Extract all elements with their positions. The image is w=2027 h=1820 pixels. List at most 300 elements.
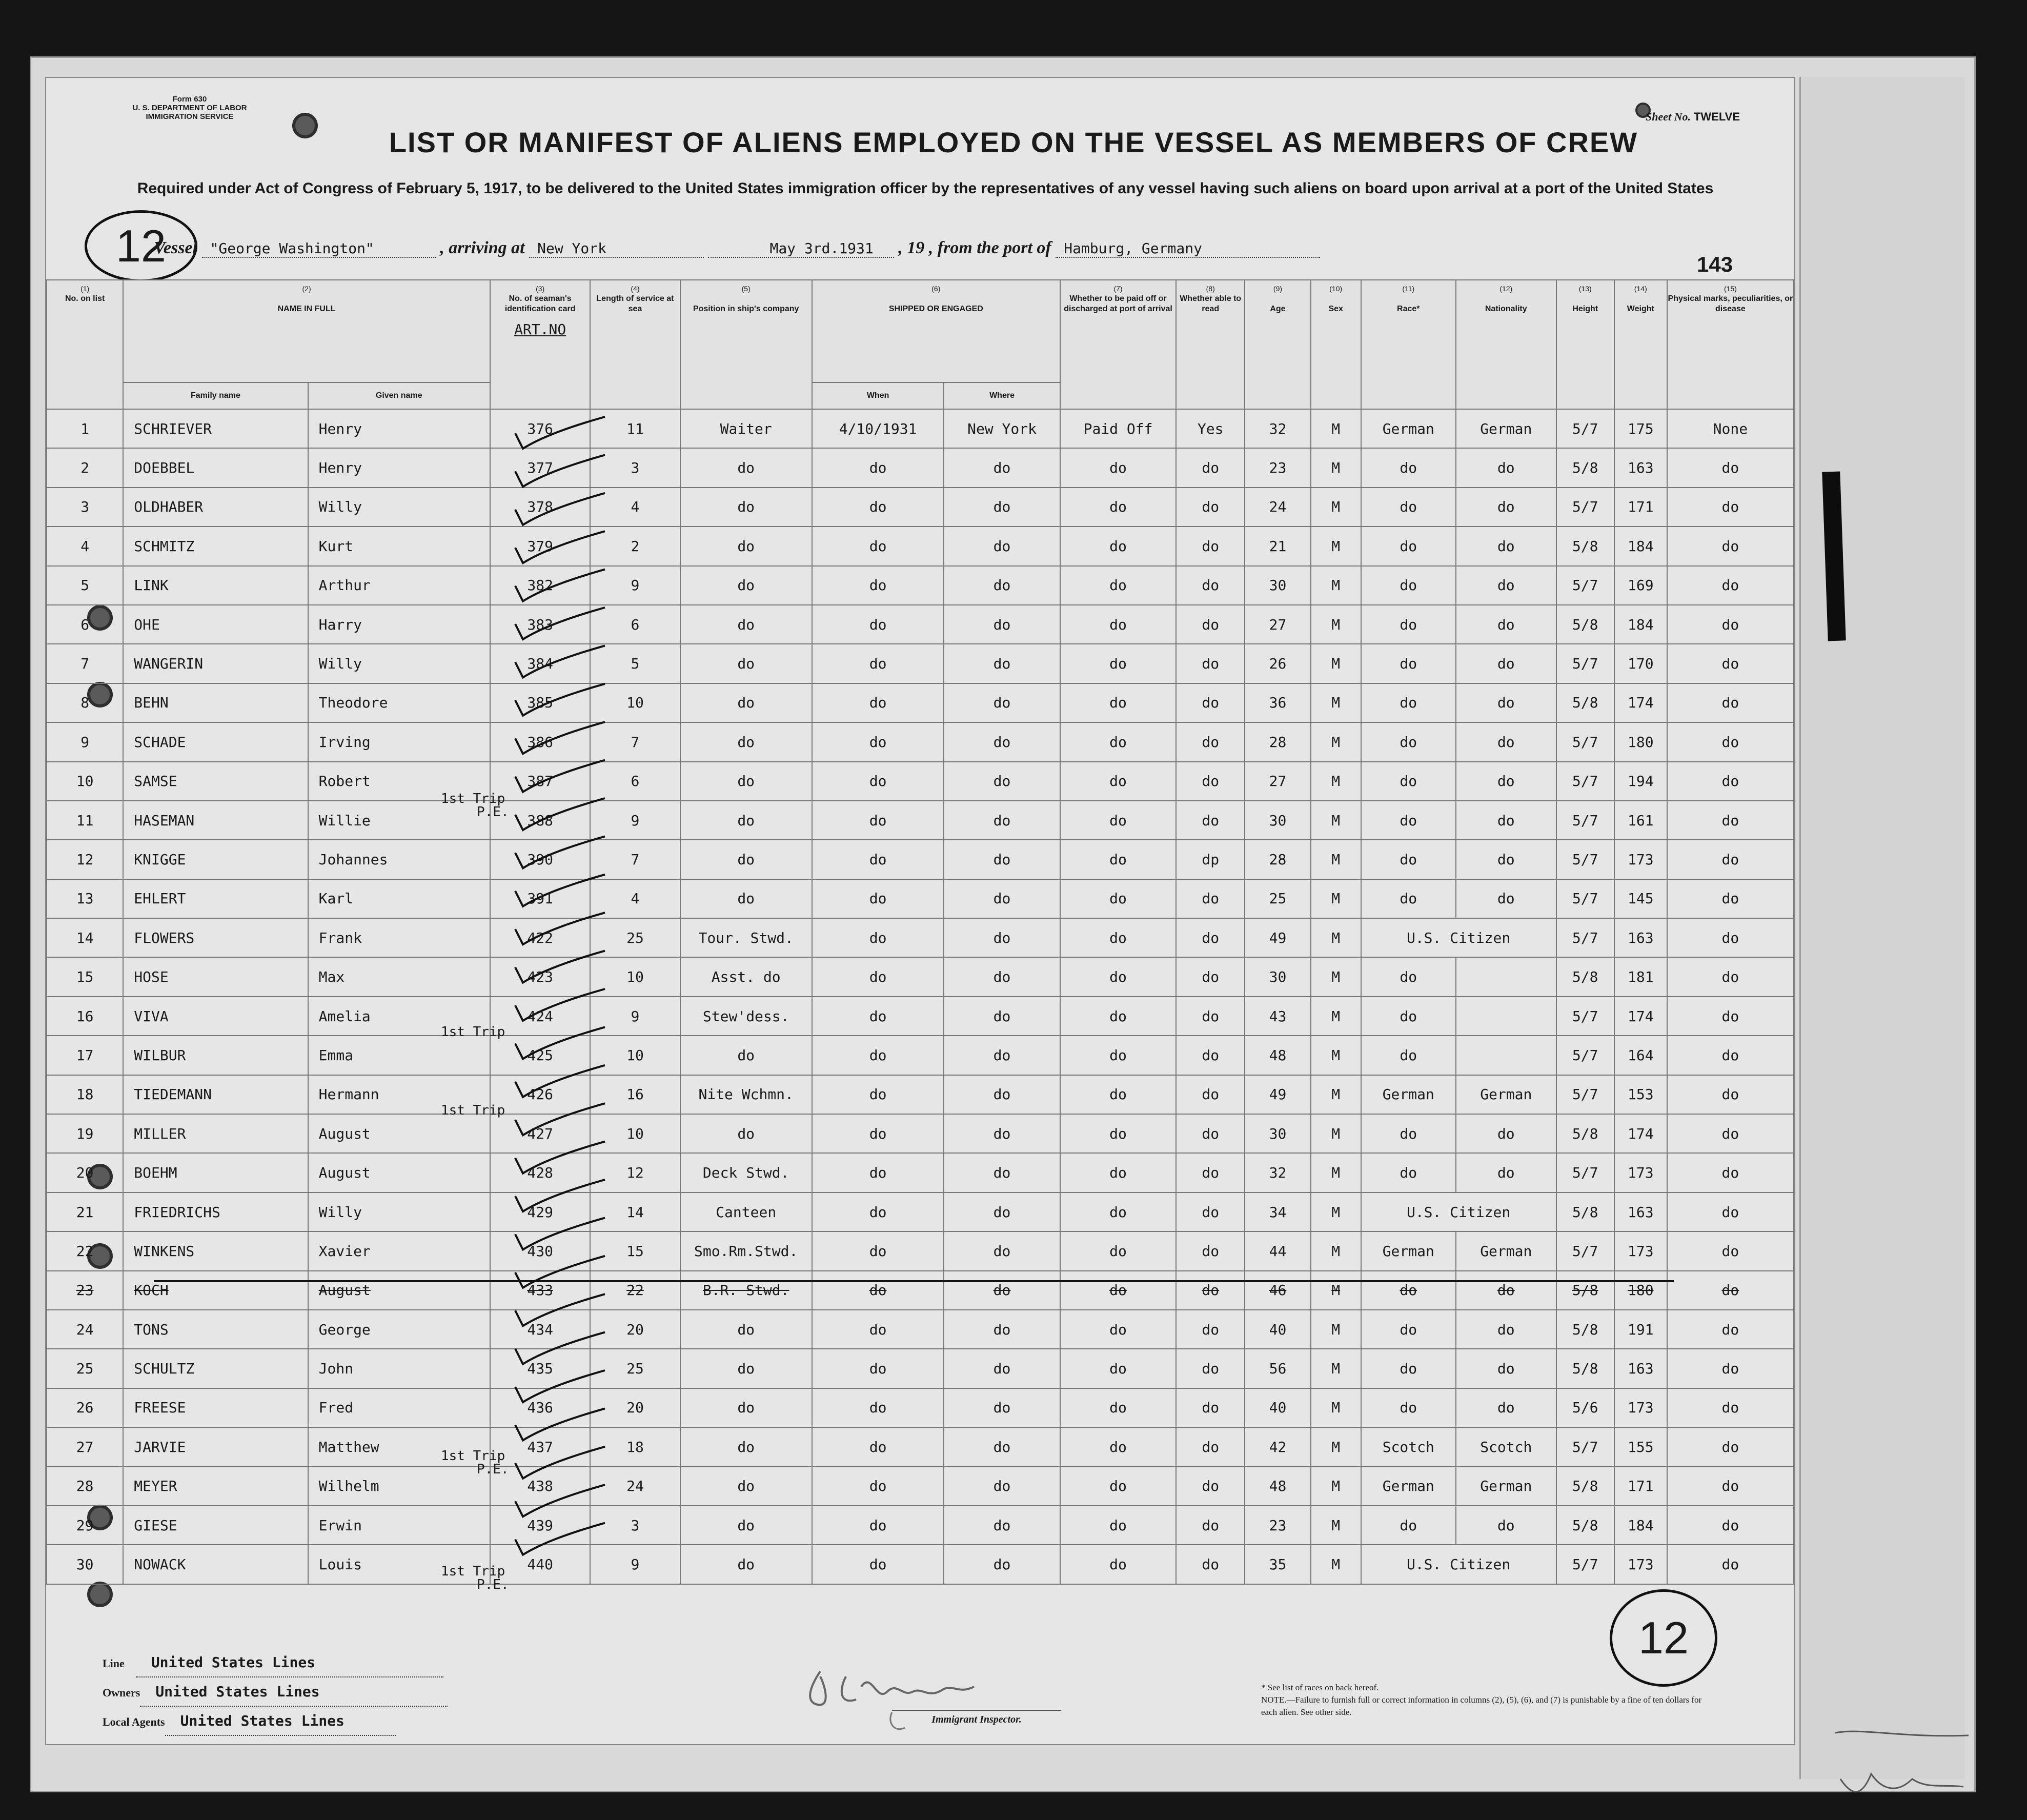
- cell-paid: do: [1060, 683, 1177, 722]
- cell-given: Irving: [308, 722, 490, 761]
- cell-marks: do: [1667, 683, 1794, 722]
- cell-service: 5: [590, 644, 680, 683]
- cell-age: 25: [1245, 879, 1311, 918]
- cell-family: VIVA: [123, 997, 308, 1036]
- cell-where: do: [944, 1271, 1060, 1310]
- cell-marks: do: [1667, 1388, 1794, 1427]
- trip-note-label: 1st Trip: [441, 1564, 505, 1579]
- cell-no: 16: [47, 997, 123, 1036]
- cell-nationality: German: [1456, 1075, 1556, 1114]
- cell-family: BEHN: [123, 683, 308, 722]
- cell-service: 16: [590, 1075, 680, 1114]
- cell-height: 5/8: [1556, 1349, 1614, 1388]
- cell-when: do: [812, 1310, 944, 1349]
- cell-sex: M: [1311, 762, 1361, 801]
- cell-age: 30: [1245, 1114, 1311, 1153]
- cell-when: do: [812, 1231, 944, 1270]
- check-mark: [515, 989, 605, 1021]
- cell-where: do: [944, 957, 1060, 996]
- cell-nationality: do: [1456, 879, 1556, 918]
- cell-marks: do: [1667, 1310, 1794, 1349]
- column-number: (6): [931, 285, 941, 293]
- cell-marks: do: [1667, 527, 1794, 565]
- cell-nationality: German: [1456, 1231, 1556, 1270]
- cell-given: Johannes: [308, 840, 490, 879]
- column-number: (11): [1402, 285, 1415, 293]
- cell-where: do: [944, 566, 1060, 605]
- cell-family: WILBUR: [123, 1036, 308, 1075]
- cell-paid: do: [1060, 1036, 1177, 1075]
- cell-position: do: [680, 566, 812, 605]
- cell-age: 36: [1245, 683, 1311, 722]
- cell-height: 5/7: [1556, 1545, 1614, 1584]
- cell-card: 379: [490, 527, 591, 565]
- cell-given: Karl: [308, 879, 490, 918]
- cell-sex: M: [1311, 566, 1361, 605]
- cell-family: OHE: [123, 605, 308, 644]
- column-number: (7): [1113, 285, 1123, 293]
- cell-paid: do: [1060, 997, 1177, 1036]
- cell-given: August: [308, 1153, 490, 1192]
- cell-given: Willy: [308, 644, 490, 683]
- cell-family: GIESE: [123, 1506, 308, 1545]
- cell-marks: do: [1667, 879, 1794, 918]
- footnote: [1261, 1682, 1707, 1718]
- cell-card: 385: [490, 683, 591, 722]
- cell-age: 27: [1245, 762, 1311, 801]
- column-label: Height: [1572, 305, 1598, 313]
- cell-when: do: [812, 1192, 944, 1231]
- check-mark: [515, 760, 605, 792]
- column-number: (15): [1724, 285, 1737, 293]
- cell-weight: 181: [1614, 957, 1667, 996]
- cell-service: 10: [590, 957, 680, 996]
- footnote-fine: NOTE.—Failure to furnish full or correct information in columns (2), (5), (6), and (7) is punishable by a fine of ten dollars for each alien. See other side.: [1261, 1695, 1702, 1717]
- cell-given: John: [308, 1349, 490, 1388]
- cell-sex: M: [1311, 1192, 1361, 1231]
- year-label: , 19: [898, 238, 925, 257]
- cell-height: 5/7: [1556, 997, 1614, 1036]
- cell-card: 434: [490, 1310, 591, 1349]
- cell-race: U.S. Citizen: [1361, 918, 1556, 957]
- cell-race: U.S. Citizen: [1361, 1545, 1556, 1584]
- cell-service: 14: [590, 1192, 680, 1231]
- column-label: Whether able to read: [1180, 294, 1242, 313]
- cell-family: TIEDEMANN: [123, 1075, 308, 1114]
- cell-where: do: [944, 1388, 1060, 1427]
- cell-paid: do: [1060, 488, 1177, 527]
- cell-weight: 184: [1614, 527, 1667, 565]
- cell-given: Kurt: [308, 527, 490, 565]
- cell-marks: do: [1667, 1271, 1794, 1310]
- cell-position: Stew'dess.: [680, 997, 812, 1036]
- check-mark: [515, 836, 605, 868]
- cell-race: do: [1361, 1271, 1456, 1310]
- cell-nationality: do: [1456, 1388, 1556, 1427]
- cell-race: do: [1361, 1506, 1456, 1545]
- cell-given: Henry: [308, 448, 490, 487]
- cell-age: 32: [1245, 1153, 1311, 1192]
- cell-position: Tour. Stwd.: [680, 918, 812, 957]
- cell-marks: do: [1667, 957, 1794, 996]
- cell-race: U.S. Citizen: [1361, 1192, 1556, 1231]
- cell-service: 6: [590, 605, 680, 644]
- cell-when: do: [812, 1036, 944, 1075]
- cell-paid: do: [1060, 1271, 1177, 1310]
- cell-when: do: [812, 1075, 944, 1114]
- cell-sex: M: [1311, 1036, 1361, 1075]
- cell-service: 18: [590, 1427, 680, 1466]
- cell-sex: M: [1311, 1075, 1361, 1114]
- cell-when: do: [812, 644, 944, 683]
- cell-when: do: [812, 997, 944, 1036]
- cell-no: 19: [47, 1114, 123, 1153]
- cell-where: do: [944, 683, 1060, 722]
- cell-read: do: [1176, 1036, 1245, 1075]
- cell-family: FLOWERS: [123, 918, 308, 957]
- cell-age: 21: [1245, 527, 1311, 565]
- cell-when: do: [812, 722, 944, 761]
- cell-height: 5/7: [1556, 879, 1614, 918]
- cell-position: do: [680, 1506, 812, 1545]
- cell-race: do: [1361, 957, 1456, 996]
- cell-where: do: [944, 1036, 1060, 1075]
- cell-sex: M: [1311, 1271, 1361, 1310]
- check-mark: [515, 1447, 605, 1479]
- cell-family: SAMSE: [123, 762, 308, 801]
- cell-given: Willie: [308, 801, 490, 840]
- cell-weight: 169: [1614, 566, 1667, 605]
- cell-position: do: [680, 1036, 812, 1075]
- cell-age: 24: [1245, 488, 1311, 527]
- cell-nationality: do: [1456, 1153, 1556, 1192]
- cell-where: New York: [944, 409, 1060, 448]
- cell-when: do: [812, 957, 944, 996]
- cell-service: 11: [590, 409, 680, 448]
- cell-card: 384: [490, 644, 591, 683]
- cell-weight: 173: [1614, 1231, 1667, 1270]
- column-number: (14): [1634, 285, 1647, 293]
- cell-given: Erwin: [308, 1506, 490, 1545]
- cell-nationality: do: [1456, 1271, 1556, 1310]
- cell-height: 5/7: [1556, 566, 1614, 605]
- department-name: U. S. DEPARTMENT OF LABOR: [132, 104, 247, 112]
- cell-paid: do: [1060, 1506, 1177, 1545]
- footer-fields: [103, 1648, 448, 1736]
- cell-height: 5/7: [1556, 918, 1614, 957]
- cell-position: do: [680, 1310, 812, 1349]
- cell-read: Yes: [1176, 409, 1245, 448]
- cell-where: do: [944, 1310, 1060, 1349]
- from-port-label: , from the port of: [928, 238, 1051, 257]
- cell-read: do: [1176, 997, 1245, 1036]
- cell-sex: M: [1311, 488, 1361, 527]
- cell-weight: 175: [1614, 409, 1667, 448]
- cell-given: Max: [308, 957, 490, 996]
- cell-weight: 184: [1614, 605, 1667, 644]
- check-mark: [515, 951, 605, 983]
- cell-nationality: do: [1456, 801, 1556, 840]
- sheet-number-label: Sheet No.: [1645, 110, 1691, 123]
- departure-port: Hamburg, Germany: [1056, 240, 1320, 258]
- cell-given: August: [308, 1271, 490, 1310]
- cell-age: 42: [1245, 1427, 1311, 1466]
- cell-position: Waiter: [680, 409, 812, 448]
- cell-where: do: [944, 1192, 1060, 1231]
- circled-number-bottom: 12: [1610, 1589, 1717, 1687]
- cell-age: 23: [1245, 448, 1311, 487]
- cell-family: BOEHM: [123, 1153, 308, 1192]
- cell-where: do: [944, 801, 1060, 840]
- cell-service: 25: [590, 918, 680, 957]
- cell-sex: M: [1311, 879, 1361, 918]
- cell-nationality: do: [1456, 566, 1556, 605]
- cell-paid: do: [1060, 1192, 1177, 1231]
- cell-weight: 155: [1614, 1427, 1667, 1466]
- check-mark: [515, 1485, 605, 1516]
- cell-when: do: [812, 1388, 944, 1427]
- cell-no: 17: [47, 1036, 123, 1075]
- cell-weight: 170: [1614, 644, 1667, 683]
- cell-service: 15: [590, 1231, 680, 1270]
- cell-race: do: [1361, 605, 1456, 644]
- cell-marks: do: [1667, 801, 1794, 840]
- cell-position: do: [680, 840, 812, 879]
- cell-weight: 163: [1614, 1192, 1667, 1231]
- line-label: Line: [103, 1657, 125, 1670]
- margin-scrawl: [1830, 1723, 1974, 1805]
- cell-when: do: [812, 1467, 944, 1506]
- cell-family: WINKENS: [123, 1231, 308, 1270]
- cell-age: 23: [1245, 1506, 1311, 1545]
- cell-nationality: Scotch: [1456, 1427, 1556, 1466]
- cell-sex: M: [1311, 1310, 1361, 1349]
- column-label: Physical marks, peculiarities, or disease: [1668, 294, 1793, 313]
- cell-given: Matthew: [308, 1427, 490, 1466]
- cell-marks: do: [1667, 1506, 1794, 1545]
- cell-height: 5/8: [1556, 448, 1614, 487]
- cell-nationality: German: [1456, 1467, 1556, 1506]
- pe-note-label: P.E.: [477, 1577, 509, 1592]
- cell-given: Frank: [308, 918, 490, 957]
- cell-read: dp: [1176, 840, 1245, 879]
- cell-position: do: [680, 801, 812, 840]
- cell-paid: do: [1060, 1427, 1177, 1466]
- cell-family: KNIGGE: [123, 840, 308, 879]
- cell-service: 9: [590, 1545, 680, 1584]
- cell-marks: do: [1667, 1114, 1794, 1153]
- cell-height: 5/7: [1556, 1075, 1614, 1114]
- cell-paid: do: [1060, 1114, 1177, 1153]
- cell-marks: do: [1667, 1036, 1794, 1075]
- cell-marks: do: [1667, 1153, 1794, 1192]
- line-value: United States Lines: [136, 1648, 443, 1677]
- column-number: (10): [1329, 285, 1343, 293]
- cell-family: SCHULTZ: [123, 1349, 308, 1388]
- cell-family: HASEMAN: [123, 801, 308, 840]
- cell-race: do: [1361, 1036, 1456, 1075]
- cell-age: 48: [1245, 1036, 1311, 1075]
- cell-service: 3: [590, 1506, 680, 1545]
- cell-where: do: [944, 762, 1060, 801]
- cell-marks: do: [1667, 605, 1794, 644]
- cell-card: 391: [490, 879, 591, 918]
- cell-paid: do: [1060, 1153, 1177, 1192]
- cell-paid: do: [1060, 1075, 1177, 1114]
- cell-given: Willy: [308, 1192, 490, 1231]
- cell-when: do: [812, 683, 944, 722]
- cell-position: B.R. Stwd.: [680, 1271, 812, 1310]
- cell-paid: do: [1060, 879, 1177, 918]
- cell-paid: do: [1060, 1310, 1177, 1349]
- circled-number-top: 12: [85, 210, 197, 282]
- cell-height: 5/6: [1556, 1388, 1614, 1427]
- column-sub-label: ART.NO: [514, 321, 566, 338]
- check-mark: [515, 1256, 605, 1288]
- cell-race: do: [1361, 879, 1456, 918]
- cell-paid: do: [1060, 918, 1177, 957]
- cell-age: 28: [1245, 840, 1311, 879]
- cell-age: 30: [1245, 801, 1311, 840]
- cell-read: do: [1176, 1153, 1245, 1192]
- cell-age: 43: [1245, 997, 1311, 1036]
- check-mark: [515, 1218, 605, 1249]
- cell-paid: do: [1060, 1467, 1177, 1506]
- cell-weight: 171: [1614, 1467, 1667, 1506]
- cell-service: 7: [590, 722, 680, 761]
- cell-where: do: [944, 1545, 1060, 1584]
- cell-weight: 163: [1614, 1349, 1667, 1388]
- cell-weight: 180: [1614, 722, 1667, 761]
- cell-height: 5/8: [1556, 605, 1614, 644]
- cell-read: do: [1176, 566, 1245, 605]
- cell-paid: do: [1060, 722, 1177, 761]
- cell-race: do: [1361, 448, 1456, 487]
- cell-when: do: [812, 1427, 944, 1466]
- cell-age: 40: [1245, 1310, 1311, 1349]
- cell-read: do: [1176, 1467, 1245, 1506]
- cell-when: do: [812, 1545, 944, 1584]
- cell-read: do: [1176, 488, 1245, 527]
- column-number: (3): [536, 285, 545, 293]
- cell-read: do: [1176, 605, 1245, 644]
- column-label: No. on list: [65, 294, 105, 303]
- cell-marks: do: [1667, 1467, 1794, 1506]
- footnote-races: * See list of races on back hereof.: [1261, 1683, 1379, 1692]
- cell-paid: do: [1060, 605, 1177, 644]
- cell-height: 5/8: [1556, 527, 1614, 565]
- cell-marks: do: [1667, 1349, 1794, 1388]
- cell-no: 8: [47, 683, 123, 722]
- cell-when: do: [812, 840, 944, 879]
- cell-age: 27: [1245, 605, 1311, 644]
- cell-race: do: [1361, 1388, 1456, 1427]
- cell-weight: 163: [1614, 918, 1667, 957]
- cell-read: do: [1176, 722, 1245, 761]
- cell-sex: M: [1311, 1349, 1361, 1388]
- header-given-name: Given name: [308, 382, 490, 409]
- owners-value: United States Lines: [140, 1677, 448, 1707]
- cell-card: 428: [490, 1153, 591, 1192]
- cell-read: do: [1176, 1349, 1245, 1388]
- cell-family: MEYER: [123, 1467, 308, 1506]
- cell-age: 56: [1245, 1349, 1311, 1388]
- cell-height: 5/7: [1556, 1153, 1614, 1192]
- cell-card: 387: [490, 762, 591, 801]
- cell-when: do: [812, 527, 944, 565]
- cell-service: 20: [590, 1310, 680, 1349]
- cell-service: 2: [590, 527, 680, 565]
- cell-nationality: do: [1456, 840, 1556, 879]
- cell-position: do: [680, 1427, 812, 1466]
- cell-position: do: [680, 1388, 812, 1427]
- pe-note-label: P.E.: [477, 1462, 509, 1477]
- cell-race: do: [1361, 1114, 1456, 1153]
- cell-no: 30: [47, 1545, 123, 1584]
- cell-weight: 153: [1614, 1075, 1667, 1114]
- column-number: (8): [1206, 285, 1215, 293]
- arriving-label: , arriving at: [440, 238, 525, 257]
- cell-weight: 163: [1614, 448, 1667, 487]
- cell-position: do: [680, 762, 812, 801]
- check-mark: [515, 645, 605, 677]
- cell-race: do: [1361, 527, 1456, 565]
- cell-card: 439: [490, 1506, 591, 1545]
- cell-paid: do: [1060, 840, 1177, 879]
- cell-where: do: [944, 1153, 1060, 1192]
- cell-weight: 161: [1614, 801, 1667, 840]
- cell-sex: M: [1311, 448, 1361, 487]
- cell-height: 5/8: [1556, 1310, 1614, 1349]
- cell-no: 28: [47, 1467, 123, 1506]
- cell-weight: 173: [1614, 840, 1667, 879]
- cell-card: 437: [490, 1427, 591, 1466]
- cell-when: do: [812, 488, 944, 527]
- cell-race: do: [1361, 566, 1456, 605]
- cell-read: do: [1176, 918, 1245, 957]
- cell-service: 9: [590, 801, 680, 840]
- cell-no: 20: [47, 1153, 123, 1192]
- cell-no: 7: [47, 644, 123, 683]
- cell-age: 28: [1245, 722, 1311, 761]
- cell-marks: do: [1667, 1192, 1794, 1231]
- cell-height: 5/7: [1556, 801, 1614, 840]
- check-mark: [515, 1408, 605, 1440]
- cell-read: do: [1176, 527, 1245, 565]
- cell-given: Hermann: [308, 1075, 490, 1114]
- cell-sex: M: [1311, 1231, 1361, 1270]
- cell-no: 4: [47, 527, 123, 565]
- cell-when: do: [812, 448, 944, 487]
- check-mark: [515, 493, 605, 525]
- cell-given: George: [308, 1310, 490, 1349]
- cell-card: 433: [490, 1271, 591, 1310]
- check-mark: [515, 608, 605, 639]
- cell-age: 49: [1245, 1075, 1311, 1114]
- header-where: Where: [944, 382, 1060, 409]
- cell-nationality: do: [1456, 488, 1556, 527]
- cell-marks: None: [1667, 409, 1794, 448]
- cell-age: 34: [1245, 1192, 1311, 1231]
- cell-height: 5/7: [1556, 409, 1614, 448]
- cell-marks: do: [1667, 644, 1794, 683]
- cell-position: do: [680, 448, 812, 487]
- cell-marks: do: [1667, 566, 1794, 605]
- cell-family: TONS: [123, 1310, 308, 1349]
- owners-label: Owners: [103, 1686, 140, 1699]
- cell-age: 30: [1245, 566, 1311, 605]
- cell-race: German: [1361, 1075, 1456, 1114]
